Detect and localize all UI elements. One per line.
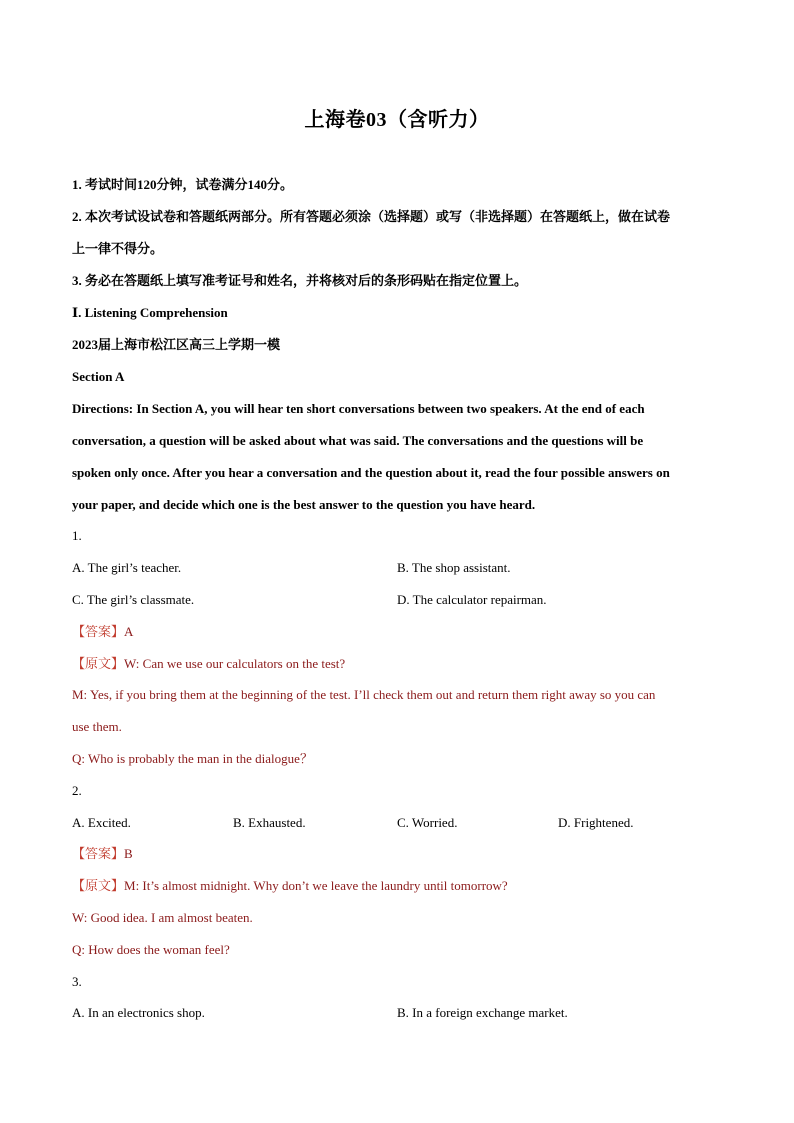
q2-option-c: C. Worried. [397,815,458,830]
q2-transcript-question: Q: How does the woman feel? [72,942,230,957]
q1-option-d: D. The calculator repairman. [397,592,547,607]
question-2-number: 2. [72,783,82,798]
transcript-text: W: Can we use our calculators on the test? [124,656,346,671]
q1-option-a: A. The girl’s teacher. [72,560,182,575]
transcript-tag: 【原文】 [72,656,125,671]
directions-line-3: spoken only once. After you hear a conversation and the question about it, read the four possible answers on [72,465,670,480]
q1-answer [72,623,724,641]
answer-tag: 【答案】 [72,624,125,639]
note-2-cont: 上一律不得分。 [72,241,164,256]
question-1-number: 1. [72,528,82,543]
note-1: 1. 考试时间120分钟，试卷满分140分。 [72,177,294,192]
q1-option-c: C. The girl’s classmate. [72,592,195,607]
directions-line-4: your paper, and decide which one is the best answer to the question you have heard. [72,497,536,512]
directions-line-1: Directions: In Section A, you will hear ten short conversations between two speakers. At the end of each [72,401,645,416]
answer-value: A [124,624,134,639]
answer-value: B [124,846,133,861]
q2-transcript-2: W: Good idea. I am almost beaten. [72,910,253,925]
q1-transcript-question: Q: Who is probably the man in the dialogue？ [72,751,313,766]
q1-transcript-2: M: Yes, if you bring them at the beginning of the test. I’ll check them out and return them right away so you can [72,687,656,702]
q3-option-b: B. In a foreign exchange market. [397,1005,568,1020]
section-label: Section A [72,369,125,384]
transcript-text: M: It’s almost midnight. Why don’t we leave the laundry until tomorrow? [124,878,508,893]
question-3-number: 3. [72,974,82,989]
note-2: 2. 本次考试设试卷和答题纸两部分。所有答题必须涂（选择题）或写（非选择题）在答题纸上，做在试卷 [72,209,671,224]
q2-answer [72,845,724,863]
q2-transcript-1 [72,877,724,895]
q1-transcript-3: use them. [72,719,122,734]
q3-option-a: A. In an electronics shop. [72,1005,205,1020]
note-3: 3. 务必在答题纸上填写准考证号和姓名，并将核对后的条形码贴在指定位置上。 [72,273,528,288]
source-label: 2023届上海市松江区高三上学期一模 [72,337,281,352]
q1-option-b: B. The shop assistant. [397,560,511,575]
q2-option-d: D. Frightened. [558,815,634,830]
transcript-tag: 【原文】 [72,878,125,893]
directions-line-2: conversation, a question will be asked about what was said. The conversations and the questions will be [72,433,644,448]
q2-option-a: A. Excited. [72,815,131,830]
answer-tag: 【答案】 [72,846,125,861]
page-title: 上海卷03（含听力） [304,109,490,131]
q2-option-b: B. Exhausted. [233,815,306,830]
section-heading: Ⅰ. Listening Comprehension [72,305,228,320]
q1-transcript-1 [72,655,724,673]
